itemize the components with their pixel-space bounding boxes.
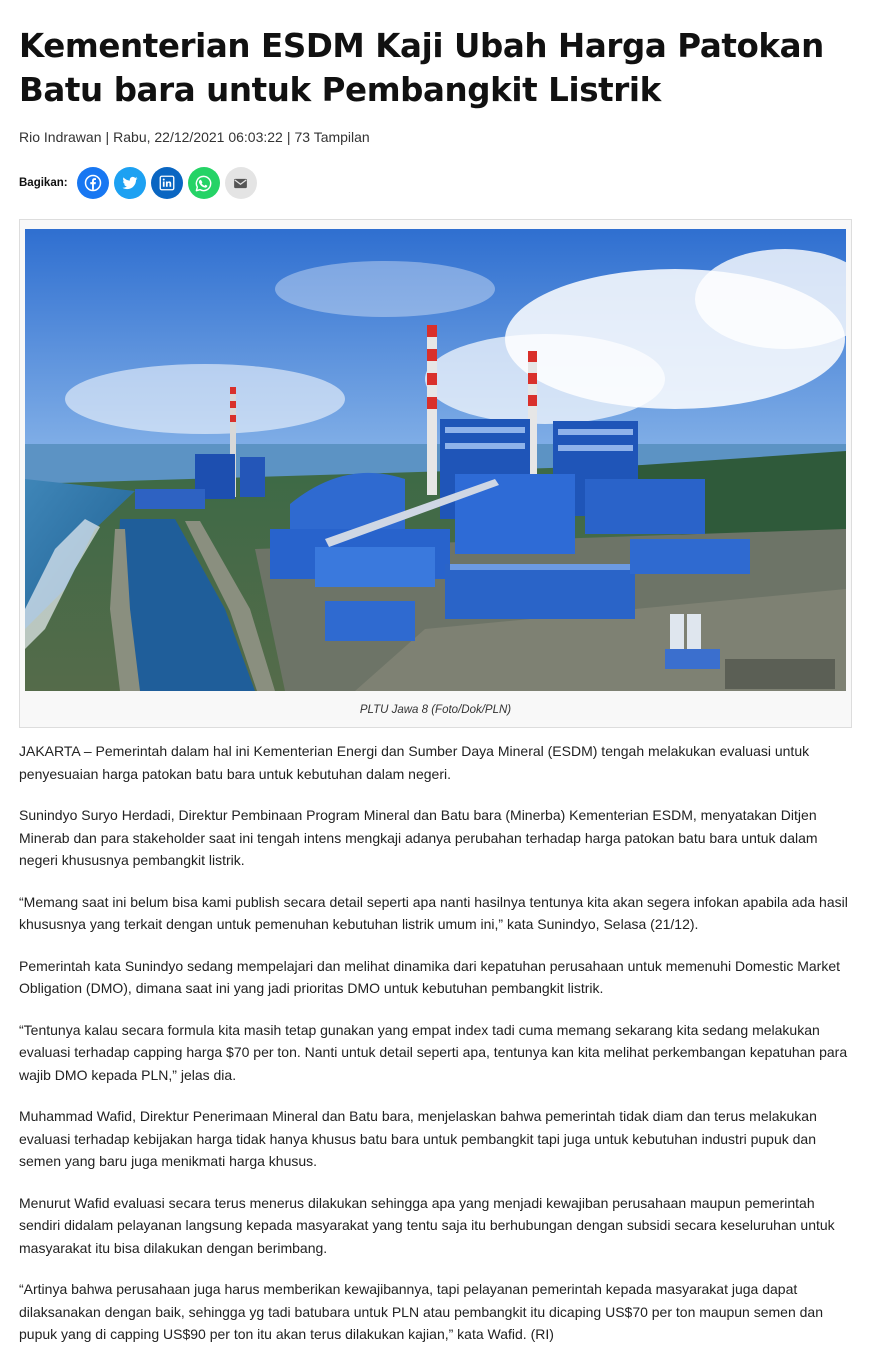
article-paragraph: “Tentunya kalau secara formula kita masih tetap gunakan yang empat index tadi cuma memang sekarang kita sedang melakukan evaluasi terhadap capping harga $70 per ton. Nanti untuk detail seperti apa, tentunya kan kita melihat perkembangan kepatuhan para wajib DMO kepada PLN,” jelas dia. [19, 1021, 848, 1083]
article-body [19, 740, 852, 1346]
share-facebook-button[interactable] [77, 167, 109, 199]
author-name[interactable]: Rio Indrawan [19, 129, 102, 145]
article-paragraph: “Memang saat ini belum bisa kami publish secara detail seperti apa nanti hasilnya tentunya kita akan segera infokan apabila ada hasil khususnya yang terkait dengan untuk pemenuhan kebutuhan listrik umum ini,” kata Sunindyo, Selasa (21/12). [19, 893, 848, 932]
meta-separator: | [286, 129, 291, 145]
view-count: 73 Tampilan [294, 129, 370, 145]
article [19, 0, 852, 1365]
article-paragraph: Menurut Wafid evaluasi secara terus menerus dilakukan sehingga apa yang menjadi kewajiban perusahaan maupun pemerintah sendiri didalam pelayanan langsung kepada masyarakat yang tentu saja itu berhubungan dengan subsidi secara keseluruhan untuk masyarakat itu bisa dilakukan dengan berimbang. [19, 1194, 835, 1256]
power-plant-photo [25, 229, 846, 691]
article-title: Kementerian ESDM Kaji Ubah Harga Patokan Batu bara untuk Pembangkit Listrik [19, 27, 824, 109]
meta-separator: | [105, 129, 110, 145]
article-paragraph: Sunindyo Suryo Herdadi, Direktur Pembinaan Program Mineral dan Batu bara (Minerba) Kementerian ESDM, menyatakan Ditjen Minerab dan para stakeholder saat ini tengah intens mengkaji adanya perubahan terhadap harga patokan batu bara untuk dalam negeri khususnya pembangkit listrik. [19, 807, 818, 868]
share-twitter-button[interactable] [114, 167, 146, 199]
whatsapp-icon [194, 174, 213, 193]
publish-date: Rabu, 22/12/2021 06:03:22 [113, 129, 283, 145]
article-meta [19, 127, 852, 147]
share-linkedin-button[interactable] [151, 167, 183, 199]
share-bar [19, 166, 852, 200]
article-paragraph: Pemerintah kata Sunindyo sedang mempelajari dan melihat dinamika dari kepatuhan perusahaan untuk memenuhi Domestic Market Obligation (DMO), dimana saat ini yang jadi prioritas DMO untuk kebutuhan pembangkit listrik. [19, 957, 841, 996]
facebook-icon [84, 174, 102, 192]
image-caption: PLTU Jawa 8 (Foto/Dok/PLN) [359, 704, 512, 716]
share-label: Bagikan: [19, 177, 68, 189]
featured-image-figure [19, 219, 852, 728]
share-whatsapp-button[interactable] [188, 167, 220, 199]
email-icon [232, 175, 249, 192]
article-paragraph: Muhammad Wafid, Direktur Penerimaan Mineral dan Batu bara, menjelaskan bahwa pemerintah tidak diam dan terus melakukan evaluasi terhadap kebijakan harga tidak hanya khusus batu bara untuk pembangkit tapi juga untuk kebutuhan industri pupuk dan semen yang baru juga menikmati harga khusus. [19, 1108, 817, 1169]
article-paragraph: JAKARTA – Pemerintah dalam hal ini Kementerian Energi dan Sumber Daya Mineral (ESDM) tengah melakukan evaluasi untuk penyesuaian harga patokan batu bara untuk kebutuhan dalam negeri. [19, 743, 810, 782]
article-paragraph: “Artinya bahwa perusahaan juga harus memberikan kewajibannya, tapi pelayanan pemerintah kepada masyarakat juga dapat dilaksanakan dengan baik, sehingga yg tadi batubara untuk PLN atau pembangkit itu dicaping US$70 per ton maupun semen dan pupuk yang di capping US$90 per ton itu akan terus dilakukan kajian,” kata Wafid. (RI) [19, 1281, 824, 1342]
share-email-button[interactable] [225, 167, 257, 199]
linkedin-icon [158, 174, 176, 192]
twitter-icon [121, 174, 139, 192]
